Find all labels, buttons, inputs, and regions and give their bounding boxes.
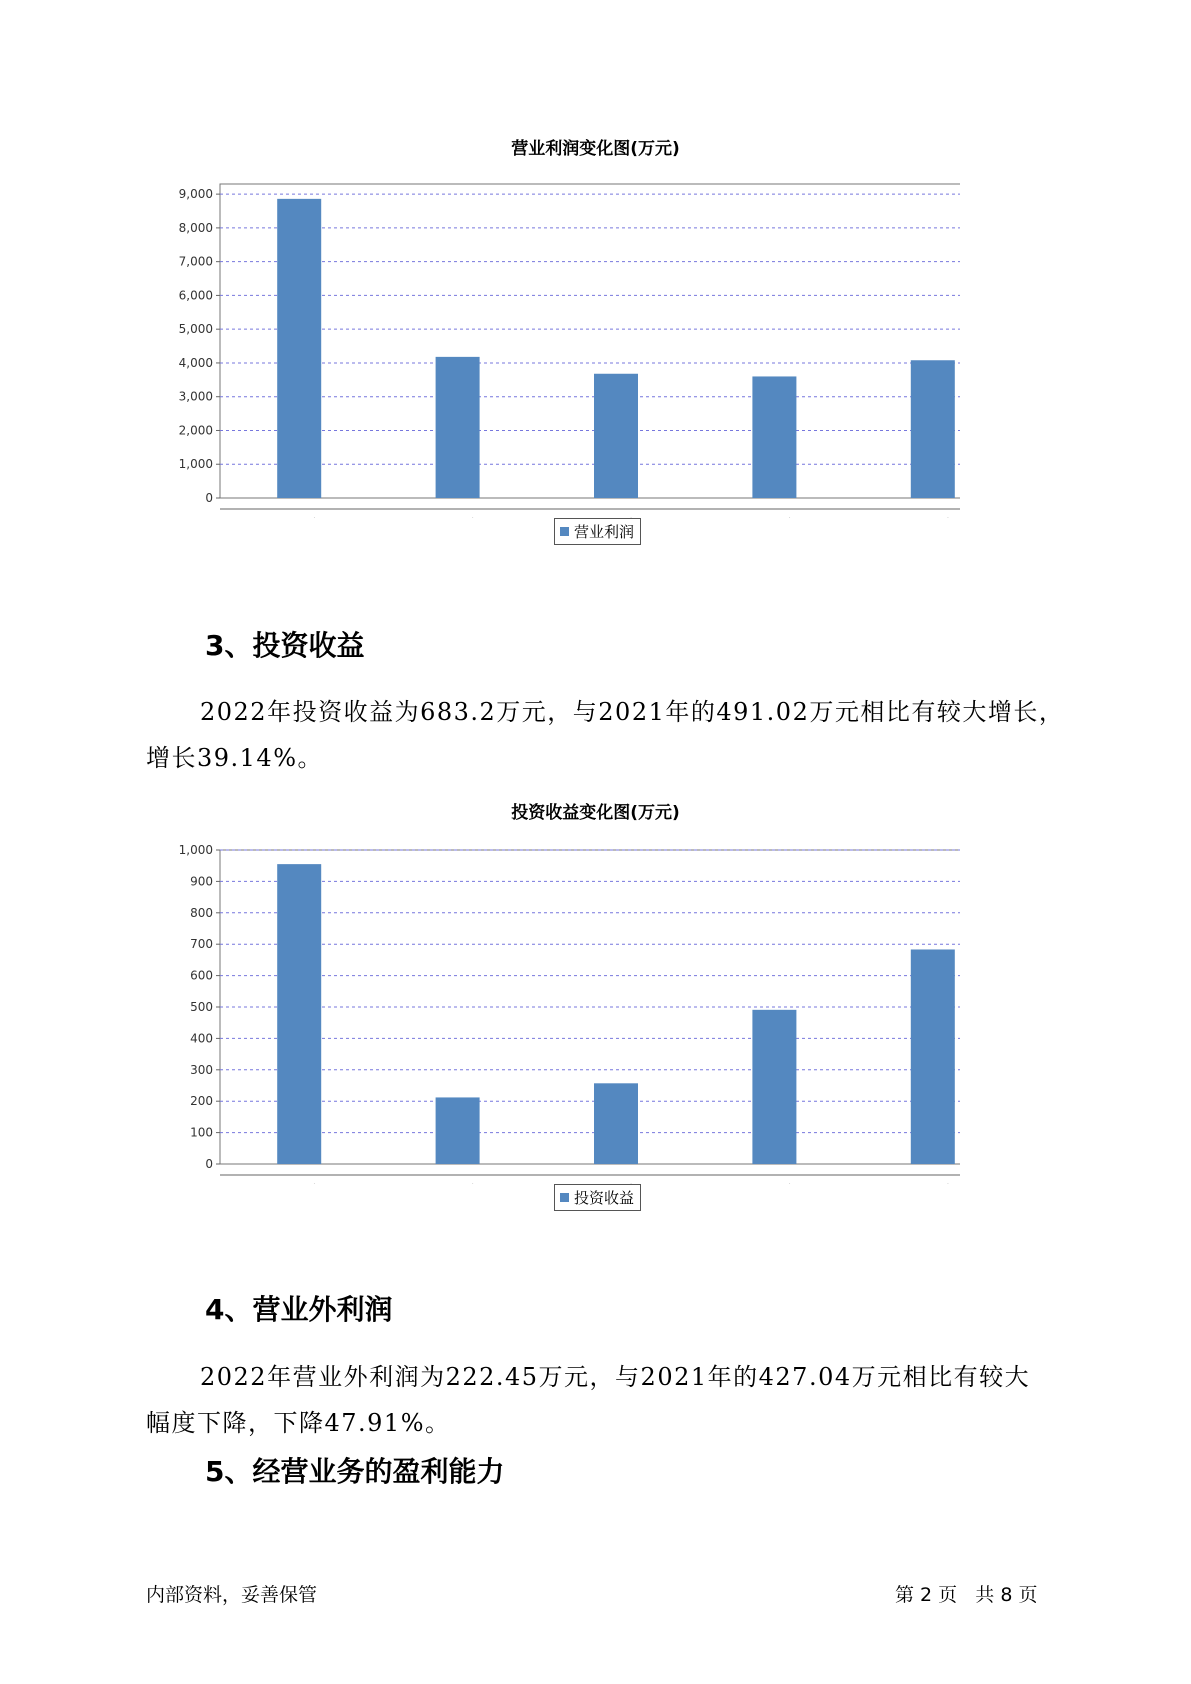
chart2-xtick-label [750, 1183, 800, 1184]
chart1-ytick-label: 6,000 [178, 288, 213, 303]
chart2-ytick-label: 700 [190, 937, 213, 952]
chart2-ytick-label: 400 [190, 1031, 213, 1046]
chart2-ytick-label: 500 [190, 1000, 213, 1014]
chart2-legend [554, 1184, 641, 1211]
chart2-bar [752, 1010, 796, 1164]
legend-swatch [560, 527, 569, 536]
section-4-paragraph-line2: 幅度下降，下降47.91%。 [146, 1409, 451, 1437]
chart1-ytick-label: 2,000 [178, 423, 213, 438]
chart1-xtick-label [908, 517, 958, 518]
chart1-xtick-label [433, 517, 483, 518]
chart1-ytick-label: 0 [205, 491, 213, 505]
chart2-bar [436, 1097, 480, 1164]
chart1-title: 营业利润变化图(万元) [511, 139, 680, 159]
chart1-ytick-label: 9,000 [178, 187, 213, 202]
chart1-bar [436, 357, 480, 498]
chart1-xtick-label [750, 517, 800, 518]
section-3-heading: 3、投资收益 [205, 629, 365, 662]
chart2-title: 投资收益变化图(万元) [511, 803, 680, 823]
chart1-ytick-label: 5,000 [178, 322, 213, 337]
chart1-ytick-label: 8,000 [178, 220, 213, 235]
chart2-ytick-label: 1,000 [178, 843, 213, 857]
chart1-ytick-label: 4,000 [178, 355, 213, 370]
chart1-operating-profit [160, 168, 960, 518]
chart1-ytick-label: 7,000 [178, 254, 213, 269]
chart1-legend-label: 营业利润 [574, 523, 635, 541]
chart2-ytick-label: 200 [190, 1094, 213, 1109]
chart2-ytick-label: 300 [190, 1062, 213, 1077]
chart1-bar [277, 199, 321, 498]
chart1-bar [594, 374, 638, 498]
chart1-ytick-label: 3,000 [178, 389, 213, 404]
footer-confidential: 内部资料，妥善保管 [146, 1584, 318, 1606]
chart2-bar [277, 864, 321, 1164]
section-4-heading: 4、营业外利润 [205, 1293, 393, 1326]
chart2-ytick-label: 800 [190, 905, 213, 920]
chart1-legend [554, 518, 641, 545]
chart2-investment-income [160, 834, 960, 1184]
section-5-heading: 5、经营业务的盈利能力 [205, 1455, 505, 1488]
chart2-ytick-label: 600 [190, 968, 213, 983]
chart2-legend-label: 投资收益 [574, 1189, 635, 1207]
footer-page-number: 第 2 页 共 8 页 [895, 1584, 1038, 1606]
chart1-xtick-label [274, 517, 324, 518]
chart2-ytick-label: 100 [190, 1125, 213, 1140]
chart1-plot-area [220, 184, 960, 498]
legend-swatch [560, 1193, 569, 1202]
section-3-paragraph-line2: 增长39.14%。 [146, 744, 324, 772]
section-4-paragraph-line1: 2022年营业外利润为222.45万元，与2021年的427.04万元相比有较大 [200, 1363, 1031, 1391]
chart1-bar [911, 360, 955, 498]
section-3-paragraph-line1: 2022年投资收益为683.2万元，与2021年的491.02万元相比有较大增长， [200, 698, 1065, 726]
chart2-xtick-label [908, 1183, 958, 1184]
chart2-ytick-label: 0 [205, 1157, 213, 1171]
chart2-ytick-label: 900 [190, 874, 213, 889]
chart1-ytick-label: 1,000 [178, 457, 213, 472]
chart1-bar [752, 376, 796, 498]
chart2-bar [911, 949, 955, 1164]
chart2-bar [594, 1083, 638, 1164]
chart2-xtick-label [433, 1183, 483, 1184]
chart2-xtick-label [274, 1183, 324, 1184]
